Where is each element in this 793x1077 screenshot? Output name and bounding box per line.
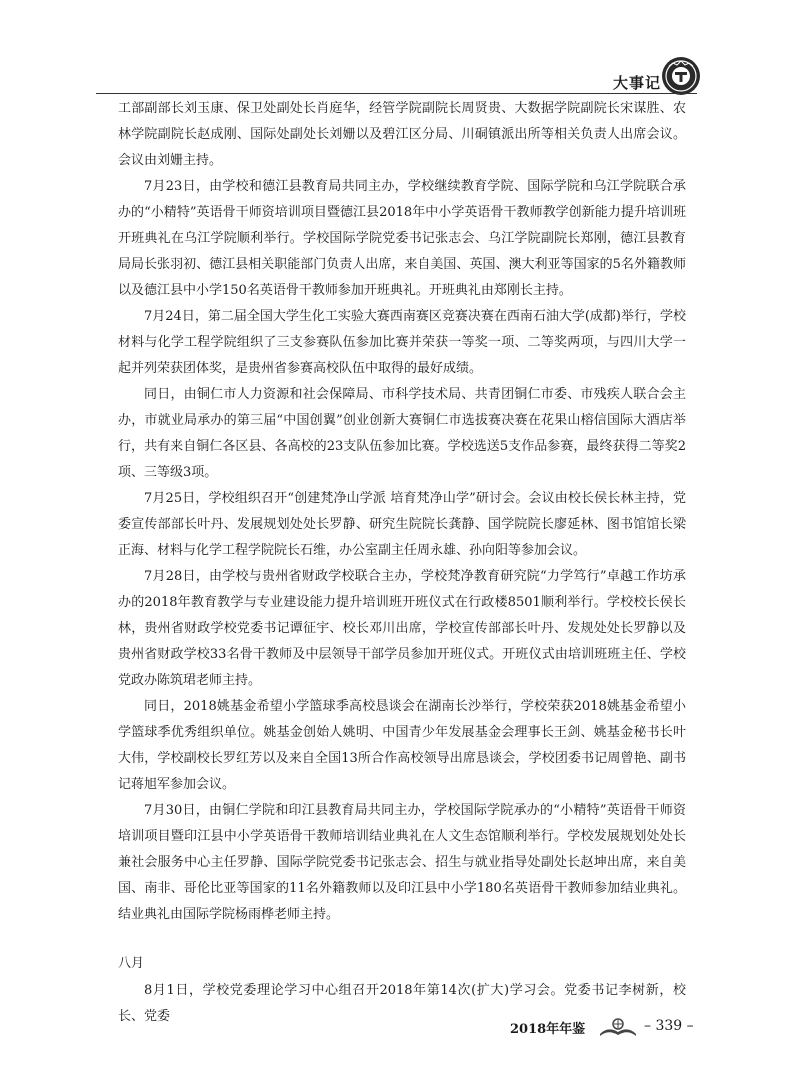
header-rule — [96, 93, 697, 94]
book-ornament-icon — [596, 1016, 640, 1040]
month-heading: 八月 — [118, 956, 145, 971]
section-title: 大事记 — [612, 74, 661, 92]
university-seal-icon — [661, 56, 701, 96]
yearbook-title: 2018年年鉴 — [510, 1022, 586, 1037]
paragraph: 7月28日，由学校与贵州省财政学校联合主办，学校梵净教育研究院“力学笃行”卓越工作坊承办的2018年教育教学与专业建设能力提升培训班开班仪式在行政楼8501顺利举行。学校校长侯长林，贵州省财政学校党委书记谭征宇、校长邓川出席，学校宣传部部长叶丹、发规处处长罗静以及贵州省财政学校33名骨干教师及中层领导干部学员参加开班仪式。开班仪式由培训班班主任、学校党政办陈筑珺老师主持。 — [118, 569, 686, 688]
paragraph: 同日，由铜仁市人力资源和社会保障局、市科学技术局、共青团铜仁市委、市残疾人联合会主办，市就业局承办的第三届“中国创翼”创业创新大赛铜仁市选拔赛决赛在花果山榕信国际大酒店举行，共有来自铜仁各区县、各高校的23支队伍参加比赛。学校选送5支作品参赛，最终获得二等奖2项、三等级3项。 — [118, 387, 686, 480]
page-number: – 339 – — [644, 1018, 694, 1034]
paragraph: 同日，2018姚基金希望小学篮球季高校恳谈会在湖南长沙举行，学校荣获2018姚基金希望小学篮球季优秀组织单位。姚基金创始人姚明、中国青少年发展基金会理事长王剑、姚基金秘书长叶大伟，学校副校长罗红芳以及来自全国13所合作高校领导出席恳谈会，学校团委书记周曾艳、副书记蒋旭军参加会议。 — [118, 699, 686, 792]
paragraph-continued: 工部副部长刘玉康、保卫处副处长肖庭华，经管学院副院长周贤贵、大数据学院副院长宋谋胜、农林学院副院长赵成刚、国际处副处长刘姗以及碧江区分局、川硐镇派出所等相关负责人出席会议。会议由刘姗主持。 — [118, 101, 686, 168]
paragraph: 7月23日，由学校和德江县教育局共同主办，学校继续教育学院、国际学院和乌江学院联合承办的“小精特”英语骨干师资培训项目暨德江县2018年中小学英语骨干教师教学创新能力提升培训班开班典礼在乌江学院顺利举行。学校国际学院党委书记张志会、乌江学院副院长郑刚，德江县教育局局长张羽初、德江县相关职能部门负责人出席，来自美国、英国、澳大利亚等国家的5名外籍教师以及德江县中小学150名英语骨干教师参加开班典礼。开班典礼由郑刚长主持。 — [118, 179, 686, 298]
paragraph: 7月24日，第二届全国大学生化工实验大赛西南赛区竞赛决赛在西南石油大学(成都)举行，学校材料与化学工程学院组织了三支参赛队伍参加比赛并荣获一等奖一项、二等奖两项，与四川大学一起并列荣获团体奖，是贵州省参赛高校队伍中取得的最好成绩。 — [118, 309, 686, 376]
page-footer — [510, 1016, 700, 1040]
main-content — [118, 96, 686, 1030]
paragraph: 7月25日，学校组织召开“创建梵净山学派 培育梵净山学”研讨会。会议由校长侯长林主持，党委宣传部部长叶丹、发展规划处处长罗静、研究生院院长龚静、国学院院长廖延林、图书馆馆长梁正海、材料与化学工程学院院长石维，办公室副主任周永雄、孙向阳等参加会议。 — [118, 491, 686, 558]
paragraph: 7月30日，由铜仁学院和印江县教育局共同主办，学校国际学院承办的“小精特”英语骨干师资培训项目暨印江县中小学英语骨干教师培训结业典礼在人文生态馆顺利举行。学校发展规划处处长兼社会服务中心主任罗静、国际学院党委书记张志会、招生与就业指导处副处长赵坤出席，来自美国、南非、哥伦比亚等国家的11名外籍教师以及印江县中小学180名英语骨干教师参加结业典礼。结业典礼由国际学院杨雨桦老师主持。 — [118, 803, 686, 922]
paragraph: 8月1日，学校党委理论学习中心组召开2018年第14次(扩大)学习会。党委书记李树新，校长、党委 — [118, 983, 686, 1024]
